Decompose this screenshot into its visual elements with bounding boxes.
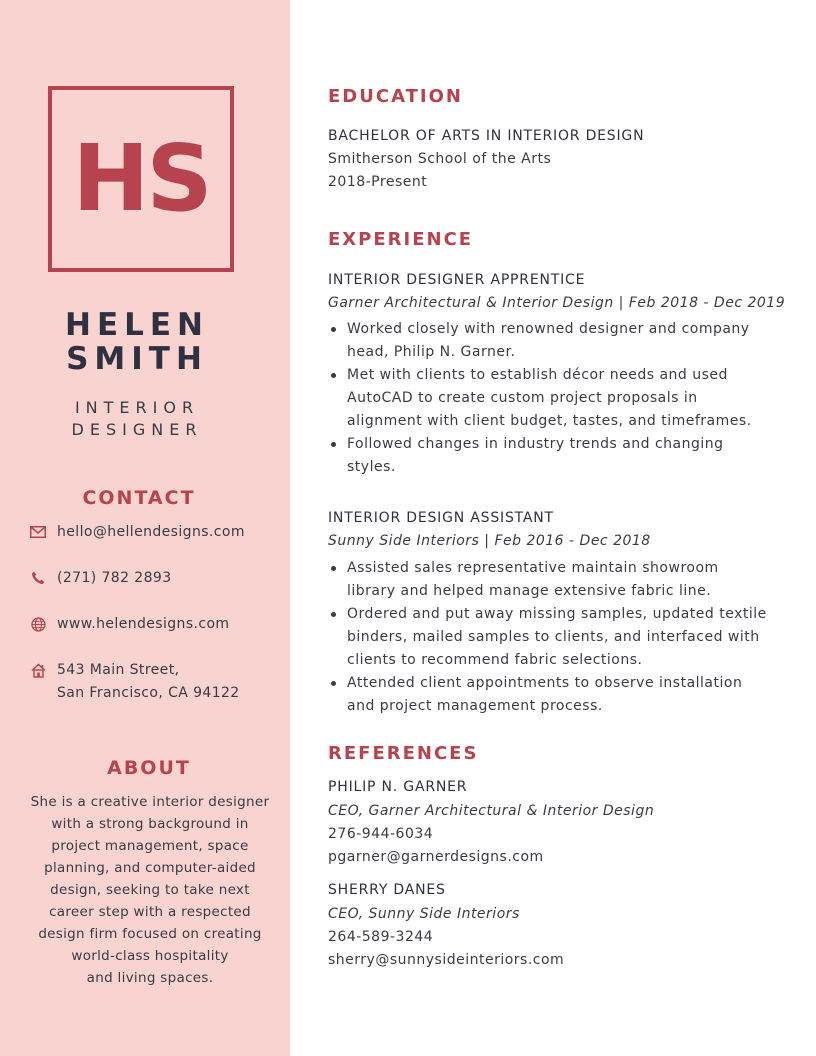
job-title: INTERIOR DESIGNER APPRENTICE (328, 272, 586, 288)
contact-heading: CONTACT (82, 487, 196, 509)
contact-website[interactable] (30, 613, 229, 636)
reference-email[interactable]: sherry@sunnysideinteriors.com (328, 952, 565, 968)
monogram-text: HS (72, 125, 210, 232)
role-line-2: DESIGNER (71, 420, 203, 439)
name-last: SMITH (66, 341, 208, 377)
job-bullet (328, 318, 768, 364)
job-role (0, 397, 274, 441)
bullet-line: binders, mailed samples to clients, and interfaced with (347, 629, 760, 645)
reference-title: CEO, Sunny Side Interiors (328, 906, 520, 922)
reference-phone[interactable]: 264-589-3244 (328, 929, 434, 945)
education-school: Smitherson School of the Arts (328, 151, 552, 167)
job-bullets (328, 557, 768, 718)
education-heading: EDUCATION (328, 86, 463, 107)
bullet-line: clients to recommend fabric selections. (347, 652, 643, 668)
home-icon (30, 662, 46, 678)
education-years: 2018-Present (328, 174, 428, 190)
about-line: design, seeking to take next (50, 882, 250, 898)
globe-icon (30, 616, 46, 632)
bullet-line: Followed changes in industry trends and changing (347, 436, 724, 452)
about-heading: ABOUT (107, 757, 191, 779)
about-line: project management, space (51, 838, 249, 854)
job-bullet (328, 672, 768, 718)
sidebar (0, 0, 290, 1056)
phone-text[interactable]: (271) 782 2893 (57, 570, 172, 586)
reference-name: SHERRY DANES (328, 882, 446, 898)
reference-title: CEO, Garner Architectural & Interior Design (328, 803, 655, 819)
references-heading: REFERENCES (328, 743, 479, 764)
address-line-1: 543 Main Street, (57, 662, 180, 678)
bullet-line: alignment with client budget, tastes, and timeframes. (347, 413, 752, 429)
about-line: and living spaces. (86, 970, 214, 986)
education-degree: BACHELOR OF ARTS IN INTERIOR DESIGN (328, 128, 645, 144)
reference-name: PHILIP N. GARNER (328, 779, 468, 795)
name-first: HELEN (65, 307, 209, 343)
address-block (57, 659, 240, 705)
email-text[interactable]: hello@hellendesigns.com (57, 524, 245, 540)
address-line-2: San Francisco, CA 94122 (57, 685, 240, 701)
about-line: career step with a respected (49, 904, 251, 920)
person-name (0, 308, 274, 376)
reference-email[interactable]: pgarner@garnerdesigns.com (328, 849, 544, 865)
about-line: with a strong background in (51, 816, 249, 832)
bullet-line: styles. (347, 459, 396, 475)
job-title: INTERIOR DESIGN ASSISTANT (328, 510, 554, 526)
job-company: Sunny Side Interiors | Feb 2016 - Dec 2018 (328, 533, 651, 549)
envelope-icon (30, 524, 46, 540)
experience-heading: EXPERIENCE (328, 229, 474, 250)
bullet-line: Assisted sales representative maintain showroom (347, 560, 719, 576)
contact-email[interactable] (30, 521, 245, 544)
job-bullet (328, 603, 768, 672)
job-bullets (328, 318, 768, 479)
contact-address (30, 659, 240, 705)
reference-phone[interactable]: 276-944-6034 (328, 826, 434, 842)
bullet-line: Attended client appointments to observe installation (347, 675, 743, 691)
job-company: Garner Architectural & Interior Design | Feb 2018 - Dec 2019 (328, 295, 786, 311)
job-bullet (328, 557, 768, 603)
about-line: design firm focused on creating (38, 926, 262, 942)
about-line: world-class hospitality (71, 948, 229, 964)
phone-icon (30, 570, 46, 586)
about-text (28, 791, 272, 989)
bullet-line: head, Philip N. Garner. (347, 344, 516, 360)
bullet-line: Worked closely with renowned designer and company (347, 321, 750, 337)
bullet-line: library and helped manage extensive fabric line. (347, 583, 712, 599)
contact-phone[interactable] (30, 567, 172, 590)
bullet-line: AutoCAD to create custom project proposals in (347, 390, 698, 406)
monogram-logo (48, 86, 234, 272)
about-line: planning, and computer-aided (44, 860, 256, 876)
bullet-line: Met with clients to establish décor needs and used (347, 367, 728, 383)
job-bullet (328, 364, 768, 433)
about-line: She is a creative interior designer (30, 794, 270, 810)
job-bullet (328, 433, 768, 479)
role-line-1: INTERIOR (74, 398, 200, 417)
bullet-line: Ordered and put away missing samples, updated textile (347, 606, 767, 622)
website-text[interactable]: www.helendesigns.com (57, 616, 230, 632)
bullet-line: and project management process. (347, 698, 603, 714)
